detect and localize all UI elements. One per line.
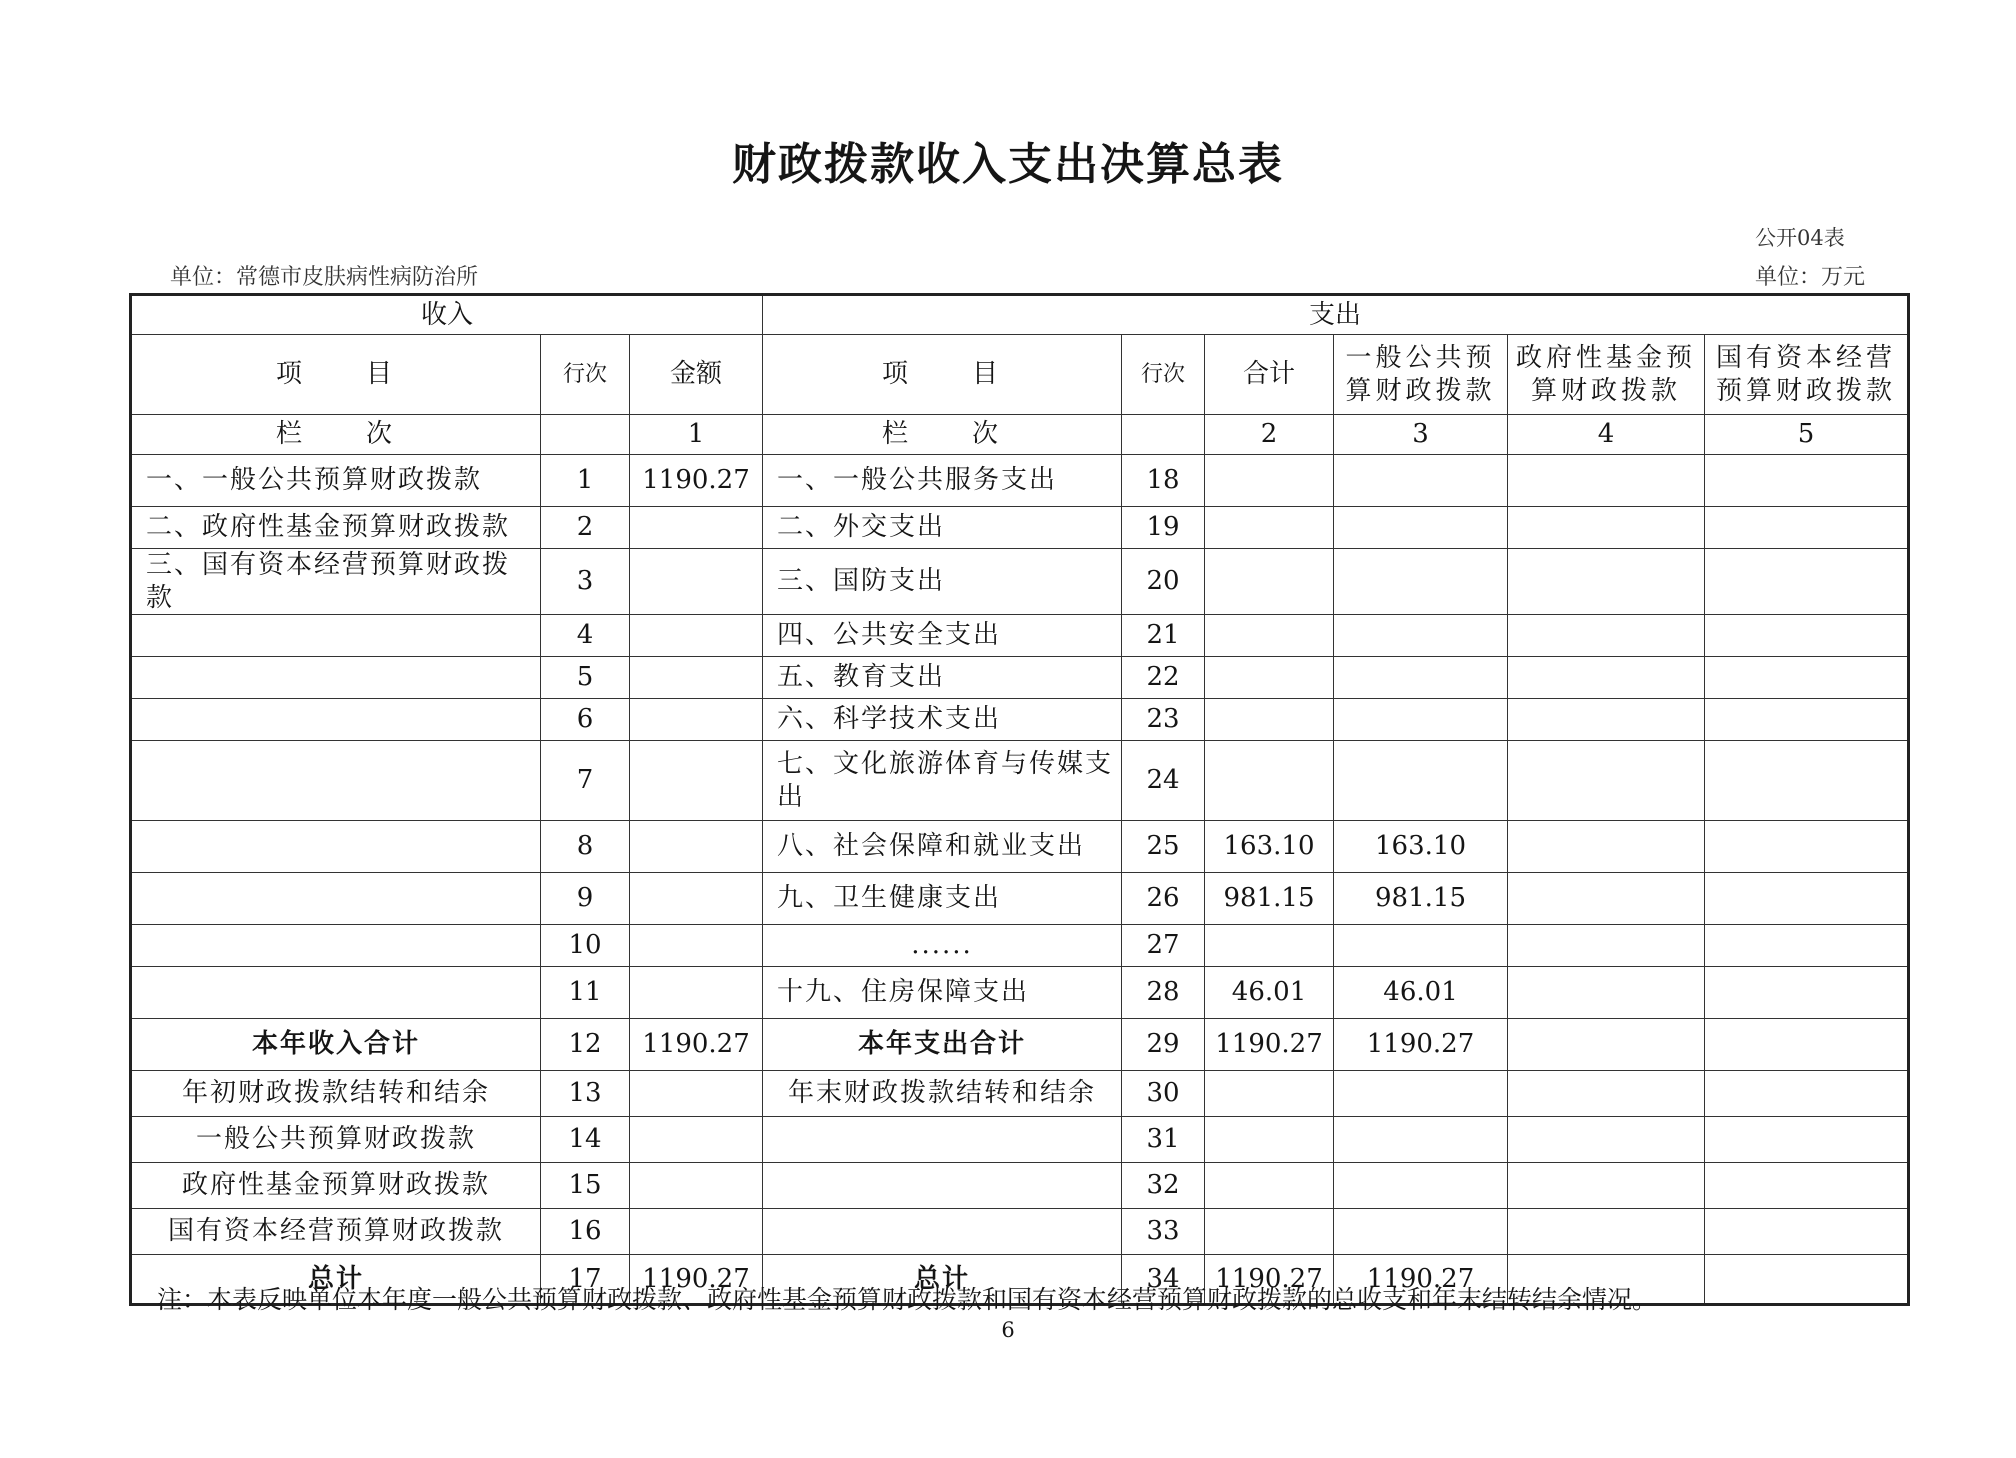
table-row	[131, 657, 1909, 699]
expense-total-cell: 1190.27	[1205, 1019, 1334, 1071]
table-row	[131, 549, 1909, 615]
table-row	[131, 967, 1909, 1019]
income-amount-cell	[630, 699, 763, 741]
expense-line-cell: 22	[1122, 657, 1205, 699]
income-item-header: 项 目	[131, 335, 541, 415]
expense-total-cell: 46.01	[1205, 967, 1334, 1019]
income-item-cell: 三、国有资本经营预算财政拨款	[131, 549, 541, 615]
income-amount-cell	[630, 549, 763, 615]
expense-total-cell	[1205, 1209, 1334, 1255]
column-number-1: 1	[630, 415, 763, 455]
income-line-cell: 16	[541, 1209, 630, 1255]
gov-fund-cell	[1508, 967, 1705, 1019]
gov-fund-cell	[1508, 657, 1705, 699]
column-number-blank	[1122, 415, 1205, 455]
income-line-cell: 8	[541, 821, 630, 873]
expense-line-cell: 30	[1122, 1071, 1205, 1117]
income-item-cell: 政府性基金预算财政拨款	[131, 1163, 541, 1209]
general-budget-cell	[1334, 1117, 1508, 1163]
general-budget-cell: 1190.27	[1334, 1255, 1508, 1305]
expense-total-cell	[1205, 925, 1334, 967]
header-row	[131, 335, 1909, 415]
income-item-cell	[131, 741, 541, 821]
expense-item-cell: 二、外交支出	[763, 507, 1122, 549]
general-budget-cell: 163.10	[1334, 821, 1508, 873]
income-item-cell	[131, 657, 541, 699]
table-row	[131, 741, 1909, 821]
expense-total-cell	[1205, 741, 1334, 821]
income-item-cell: 年初财政拨款结转和结余	[131, 1071, 541, 1117]
expense-line-cell: 20	[1122, 549, 1205, 615]
income-item-cell: 一、一般公共预算财政拨款	[131, 455, 541, 507]
expense-line-header: 行次	[1122, 335, 1205, 415]
gov-fund-cell	[1508, 1019, 1705, 1071]
expense-item-cell: ......	[763, 925, 1122, 967]
income-line-cell: 10	[541, 925, 630, 967]
expense-line-cell: 18	[1122, 455, 1205, 507]
general-budget-cell	[1334, 925, 1508, 967]
gov-fund-header: 政府性基金预算财政拨款	[1508, 335, 1705, 415]
gov-fund-cell	[1508, 549, 1705, 615]
income-amount-cell: 1190.27	[630, 1019, 763, 1071]
general-budget-header: 一般公共预算财政拨款	[1334, 335, 1508, 415]
income-line-cell: 14	[541, 1117, 630, 1163]
income-amount-cell: 1190.27	[630, 455, 763, 507]
page-number: 6	[1001, 1318, 1015, 1342]
state-capital-cell	[1705, 1255, 1909, 1305]
expense-item-cell: 五、教育支出	[763, 657, 1122, 699]
expense-total-cell	[1205, 1117, 1334, 1163]
expense-item-cell: 年末财政拨款结转和结余	[763, 1071, 1122, 1117]
state-capital-cell	[1705, 741, 1909, 821]
state-capital-cell	[1705, 821, 1909, 873]
state-capital-cell	[1705, 615, 1909, 657]
state-capital-cell	[1705, 925, 1909, 967]
general-budget-cell	[1334, 1071, 1508, 1117]
expense-line-cell: 21	[1122, 615, 1205, 657]
state-capital-cell	[1705, 1071, 1909, 1117]
total-header: 合计	[1205, 335, 1334, 415]
general-budget-cell	[1334, 507, 1508, 549]
income-amount-cell	[630, 1071, 763, 1117]
footnote: 注：本表反映单位本年度一般公共预算财政拨款、政府性基金预算财政拨款和国有资本经营预算财政拨款的总收支和年末结转结余情况。	[157, 1285, 1658, 1314]
income-line-cell: 4	[541, 615, 630, 657]
income-amount-cell	[630, 967, 763, 1019]
expense-total-cell: 1190.27	[1205, 1255, 1334, 1305]
general-budget-cell	[1334, 615, 1508, 657]
income-item-cell	[131, 615, 541, 657]
table-row	[131, 699, 1909, 741]
gov-fund-cell	[1508, 1117, 1705, 1163]
expense-line-cell: 27	[1122, 925, 1205, 967]
gov-fund-cell	[1508, 1071, 1705, 1117]
expense-total-cell	[1205, 549, 1334, 615]
income-header: 收入	[131, 295, 763, 335]
income-amount-cell	[630, 1117, 763, 1163]
expense-total-cell: 163.10	[1205, 821, 1334, 873]
income-line-cell: 1	[541, 455, 630, 507]
state-capital-cell	[1705, 967, 1909, 1019]
expense-line-cell: 19	[1122, 507, 1205, 549]
expense-item-header: 项 目	[763, 335, 1122, 415]
general-budget-cell: 1190.27	[1334, 1019, 1508, 1071]
income-amount-cell	[630, 1163, 763, 1209]
expense-item-cell: 本年支出合计	[763, 1019, 1122, 1071]
income-line-header: 行次	[541, 335, 630, 415]
table-row	[131, 615, 1909, 657]
table-row	[131, 1071, 1909, 1117]
table-row	[131, 1163, 1909, 1209]
general-budget-cell	[1334, 699, 1508, 741]
expense-line-cell: 23	[1122, 699, 1205, 741]
income-item-cell: 总计	[131, 1255, 541, 1305]
gov-fund-cell	[1508, 1209, 1705, 1255]
income-amount-cell: 1190.27	[630, 1255, 763, 1305]
expense-item-cell	[763, 1117, 1122, 1163]
table-row	[131, 1019, 1909, 1071]
income-line-cell: 6	[541, 699, 630, 741]
expense-item-cell: 七、文化旅游体育与传媒支出	[763, 741, 1122, 821]
state-capital-cell	[1705, 455, 1909, 507]
expense-item-cell: 四、公共安全支出	[763, 615, 1122, 657]
state-capital-cell	[1705, 873, 1909, 925]
gov-fund-cell	[1508, 699, 1705, 741]
table-row	[131, 873, 1909, 925]
expense-total-cell	[1205, 699, 1334, 741]
income-item-cell	[131, 925, 541, 967]
gov-fund-cell	[1508, 925, 1705, 967]
income-item-cell	[131, 873, 541, 925]
reporting-unit: 单位：常德市皮肤病性病防治所	[170, 265, 479, 290]
expense-line-cell: 31	[1122, 1117, 1205, 1163]
form-code: 公开04表	[1755, 226, 1845, 250]
income-item-cell: 一般公共预算财政拨款	[131, 1117, 541, 1163]
expense-total-cell	[1205, 615, 1334, 657]
income-line-cell: 15	[541, 1163, 630, 1209]
expense-item-cell: 九、卫生健康支出	[763, 873, 1122, 925]
income-item-cell	[131, 821, 541, 873]
expense-item-cell: 三、国防支出	[763, 549, 1122, 615]
general-budget-cell	[1334, 549, 1508, 615]
expense-line-cell: 25	[1122, 821, 1205, 873]
column-number-5: 5	[1705, 415, 1909, 455]
income-line-cell: 7	[541, 741, 630, 821]
gov-fund-cell	[1508, 821, 1705, 873]
expense-item-cell: 十九、住房保障支出	[763, 967, 1122, 1019]
currency-unit: 单位：万元	[1755, 265, 1866, 290]
header-group-row	[131, 295, 1909, 335]
expense-line-cell: 29	[1122, 1019, 1205, 1071]
expense-total-cell: 981.15	[1205, 873, 1334, 925]
income-item-cell: 二、政府性基金预算财政拨款	[131, 507, 541, 549]
income-line-cell: 5	[541, 657, 630, 699]
income-amount-cell	[630, 873, 763, 925]
expense-total-cell	[1205, 455, 1334, 507]
general-budget-cell	[1334, 741, 1508, 821]
state-capital-cell	[1705, 1163, 1909, 1209]
column-number-4: 4	[1508, 415, 1705, 455]
state-capital-cell	[1705, 507, 1909, 549]
income-item-cell	[131, 699, 541, 741]
state-capital-cell	[1705, 657, 1909, 699]
state-capital-cell	[1705, 1019, 1909, 1071]
gov-fund-cell	[1508, 1163, 1705, 1209]
fiscal-appropriation-table	[129, 293, 1910, 1306]
expense-total-cell	[1205, 1163, 1334, 1209]
table-row	[131, 507, 1909, 549]
expense-item-cell	[763, 1163, 1122, 1209]
table-row	[131, 1209, 1909, 1255]
income-line-cell: 13	[541, 1071, 630, 1117]
expense-item-cell: 总计	[763, 1255, 1122, 1305]
state-capital-cell	[1705, 699, 1909, 741]
expense-line-cell: 32	[1122, 1163, 1205, 1209]
general-budget-cell: 981.15	[1334, 873, 1508, 925]
table-row	[131, 821, 1909, 873]
income-amount-cell	[630, 741, 763, 821]
general-budget-cell	[1334, 657, 1508, 699]
income-line-cell: 2	[541, 507, 630, 549]
state-capital-cell	[1705, 549, 1909, 615]
expense-line-cell: 28	[1122, 967, 1205, 1019]
general-budget-cell	[1334, 1209, 1508, 1255]
gov-fund-cell	[1508, 615, 1705, 657]
expense-total-cell	[1205, 507, 1334, 549]
expense-line-cell: 34	[1122, 1255, 1205, 1305]
expense-total-cell	[1205, 1071, 1334, 1117]
gov-fund-cell	[1508, 741, 1705, 821]
income-line-cell: 12	[541, 1019, 630, 1071]
income-amount-cell	[630, 615, 763, 657]
amount-header: 金额	[630, 335, 763, 415]
gov-fund-cell	[1508, 455, 1705, 507]
expense-item-cell: 六、科学技术支出	[763, 699, 1122, 741]
income-amount-cell	[630, 507, 763, 549]
income-item-cell	[131, 967, 541, 1019]
income-line-cell: 9	[541, 873, 630, 925]
income-amount-cell	[630, 821, 763, 873]
table-row	[131, 455, 1909, 507]
state-capital-cell	[1705, 1209, 1909, 1255]
income-item-cell: 本年收入合计	[131, 1019, 541, 1071]
general-budget-cell	[1334, 1163, 1508, 1209]
income-line-cell: 3	[541, 549, 630, 615]
expense-line-cell: 26	[1122, 873, 1205, 925]
state-capital-cell	[1705, 1117, 1909, 1163]
state-capital-header: 国有资本经营预算财政拨款	[1705, 335, 1909, 415]
income-line-cell: 11	[541, 967, 630, 1019]
column-number-3: 3	[1334, 415, 1508, 455]
income-amount-cell	[630, 657, 763, 699]
general-budget-cell	[1334, 455, 1508, 507]
table-row	[131, 925, 1909, 967]
income-amount-cell	[630, 925, 763, 967]
gov-fund-cell	[1508, 873, 1705, 925]
column-number-2: 2	[1205, 415, 1334, 455]
gov-fund-cell	[1508, 507, 1705, 549]
table-row	[131, 1117, 1909, 1163]
column-number-blank	[541, 415, 630, 455]
expense-line-cell: 24	[1122, 741, 1205, 821]
column-label: 栏 次	[131, 415, 541, 455]
expense-item-cell	[763, 1209, 1122, 1255]
income-amount-cell	[630, 1209, 763, 1255]
income-item-cell: 国有资本经营预算财政拨款	[131, 1209, 541, 1255]
expense-item-cell: 一、一般公共服务支出	[763, 455, 1122, 507]
expense-line-cell: 33	[1122, 1209, 1205, 1255]
general-budget-cell: 46.01	[1334, 967, 1508, 1019]
income-line-cell: 17	[541, 1255, 630, 1305]
expense-total-cell	[1205, 657, 1334, 699]
expense-item-cell: 八、社会保障和就业支出	[763, 821, 1122, 873]
page-title: 财政拨款收入支出决算总表	[732, 139, 1284, 190]
column-number-row	[131, 415, 1909, 455]
expense-header: 支出	[763, 295, 1909, 335]
column-label: 栏 次	[763, 415, 1122, 455]
